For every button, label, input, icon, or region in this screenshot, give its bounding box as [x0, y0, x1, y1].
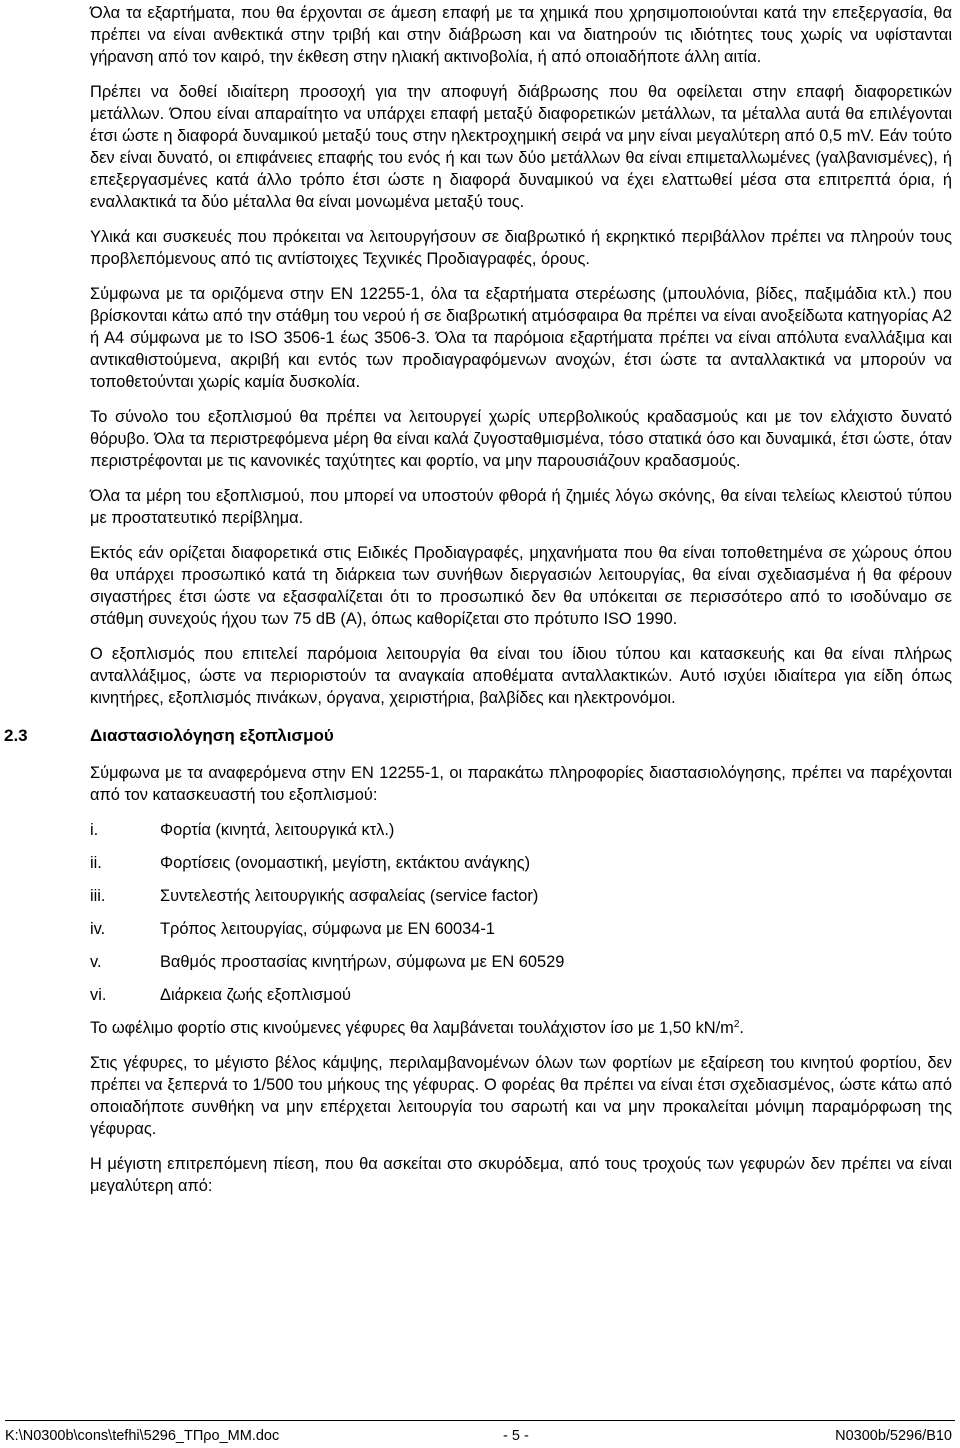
- section-title: Διαστασιολόγηση εξοπλισμού: [90, 726, 334, 745]
- paragraph-dissimilar-metals: Πρέπει να δοθεί ιδιαίτερη προσοχή για την αποφυγή διάβρωσης που θα οφείλεται στην επαφή διαφορετικών μετάλλων. Όπου είναι απαραίτητο να υπάρχει επαφή μεταξύ διαφορετικών μετάλλων, τα μέταλλα αυτά θα επιλέγονται έτσι ώστε η διαφορά δυναμικού μεταξύ τους στην ηλεκτροχημική σειρά να μην είναι μεγαλύτερη από 0,5 mV. Εάν τούτο δεν είναι δυνατό, οι επιφάνειες επαφής του ενός ή και των δύο μετάλλων θα είναι επιμεταλλωμένες (γαλβανισμένες), ή επεξεργασμένες κατά άλλο τρόπο έτσι ώστε η διαφορά δυναμικού να έχει ελαττωθεί μέσα στα επιτρεπτά όρια, ή εναλλακτικά τα δύο μέταλλα θα είναι μονωμένα μεταξύ τους.: [90, 83, 952, 211]
- list-marker: vi.: [90, 986, 107, 1004]
- document-body: [4, 2, 952, 1210]
- list-marker: iii.: [90, 887, 106, 905]
- list-item: [90, 984, 952, 1006]
- footer-file-path: K:\N0300b\cons\tefhi\5296_ΤΠρο_ΜΜ.doc: [5, 1428, 280, 1444]
- list-item-text: Τρόπος λειτουργίας, σύμφωνα με ΕΝ 60034-1: [160, 920, 495, 938]
- list-item-text: Φορτία (κινητά, λειτουργικά κτλ.): [160, 821, 395, 839]
- paragraph-vibration: Το σύνολο του εξοπλισμού θα πρέπει να λειτουργεί χωρίς υπερβολικούς κραδασμούς και με τον ελάχιστο δυνατό θόρυβο. Όλα τα περιστρεφόμενα μέρη θα είναι καλά ζυγοσταθμισμένα, τόσο στατικά όσο και δυναμικά, έτσι ώστε, όταν περιστρέφονται με τις κανονικές ταχύτητες και φορτίο, να μην παρουσιάζουν κραδασμούς.: [90, 408, 952, 470]
- footer-page-number: - 5 -: [503, 1428, 529, 1444]
- list-item-text: Βαθμός προστασίας κινητήρων, σύμφωνα με ΕΝ 60529: [160, 953, 565, 971]
- list-item-text: Συντελεστής λειτουργικής ασφαλείας (service factor): [160, 887, 539, 905]
- live-load-text: Το ωφέλιμο φορτίο στις κινούμενες γέφυρες θα λαμβάνεται τουλάχιστον ίσο με 1,50 kN/m: [90, 1019, 734, 1037]
- live-load-superscript: 2: [733, 1019, 740, 1030]
- live-load-period: .: [739, 1019, 744, 1037]
- list-item: [90, 885, 952, 907]
- paragraph-live-load: [90, 1017, 952, 1039]
- paragraph-interchangeability: Ο εξοπλισμός που επιτελεί παρόμοια λειτουργία θα είναι του ίδιου τύπου και κατασκευής και θα είναι πλήρως ανταλλάξιμος, ώστε να περιοριστούν τα αναγκαία αποθέματα ανταλλακτικών. Αυτό ισχύει ιδιαίτερα για είδη όπως κινητήρες, εξοπλισμός πινάκων, όργανα, χειριστήρια, βαλβίδες και ηλεκτρονόμοι.: [90, 645, 952, 707]
- page-footer: [5, 1420, 955, 1445]
- list-item: [90, 951, 952, 973]
- section-number: 2.3: [4, 726, 28, 745]
- list-item-text: Φορτίσεις (ονομαστική, μεγίστη, εκτάκτου ανάγκης): [160, 854, 531, 872]
- paragraph-corrosion-resistance: Όλα τα εξαρτήματα, που θα έρχονται σε άμεση επαφή με τα χημικά που χρησιμοποιούνται κατά την επεξεργασία, θα πρέπει να είναι ανθεκτικά στην τριβή και στην διάβρωση και να διατηρούν τις ιδιότητες τους χωρίς να υφίστανται γήρανση από τον καιρό, την έκθεση στην ηλιακή ακτινοβολία, ή από οποιαδήποτε άλλη αιτία.: [90, 4, 952, 66]
- list-marker: i.: [90, 821, 99, 839]
- section-intro: Σύμφωνα με τα αναφερόμενα στην ΕΝ 12255-1, οι παρακάτω πληροφορίες διαστασιολόγησης, πρέπει να παρέχονται από τον κατασκευαστή του εξοπλισμού:: [90, 764, 952, 804]
- list-marker: iv.: [90, 920, 106, 938]
- list-marker: ii.: [90, 854, 102, 872]
- paragraph-fasteners: Σύμφωνα με τα οριζόμενα στην ΕΝ 12255-1, όλα τα εξαρτήματα στερέωσης (μπουλόνια, βίδες, παξιμάδια κτλ.) που βρίσκονται κάτω από την στάθμη του νερού ή σε διαβρωτική ατμόσφαιρα θα πρέπει να είναι ανοξείδωτα κατηγορίας Α2 ή Α4 σύμφωνα με το ISO 3506-1 έως 3506-3. Όλα τα παρόμοια εξαρτήματα πρέπει να είναι απόλυτα εναλλάξιμα και αντικαθιστούμενα, ακριβή και εντός των προδιαγραφόμενων ανοχών, έτσι ώστε τα ανταλλακτικά να μπορούν να τοποθετούνται χωρίς καμία δυσκολία.: [90, 285, 952, 391]
- paragraph-deflection: Στις γέφυρες, το μέγιστο βέλος κάμψης, περιλαμβανομένων όλων των φορτίων με εξαίρεση του κινητού φορτίου, δεν πρέπει να ξεπερνά το 1/500 του μήκους της γέφυρας. Ο φορέας θα πρέπει να είναι έτσι σχεδιασμένος, ώστε κάτω από οποιαδήποτε συνθήκη να μην επέρχεται λειτουργία του σαρωτή και να μην προκαλείται μόνιμη παραμόρφωση της γέφυρας.: [90, 1054, 952, 1138]
- list-item: [90, 819, 952, 841]
- section-heading: [4, 725, 952, 747]
- list-item: [90, 918, 952, 940]
- paragraph-wheel-pressure: Η μέγιστη επιτρεπόμενη πίεση, που θα ασκείται στο σκυρόδεμα, από τους τροχούς των γεφυρών δεν πρέπει να είναι μεγαλύτερη από:: [90, 1155, 952, 1195]
- footer-document-code: N0300b/5296/B10: [835, 1428, 952, 1444]
- sizing-info-list: [90, 819, 952, 1006]
- paragraph-hazardous-environment: Υλικά και συσκευές που πρόκειται να λειτουργήσουν σε διαβρωτικό ή εκρηκτικό περιβάλλον πρέπει να πληρούν τους προβλεπόμενους από τις αντίστοιχες Τεχνικές Προδιαγραφές, όρους.: [90, 228, 952, 268]
- paragraph-noise: Εκτός εάν ορίζεται διαφορετικά στις Ειδικές Προδιαγραφές, μηχανήματα που θα είναι τοποθετημένα σε χώρους όπου θα υπάρχει προσωπικό κατά τη διάρκεια των συνήθων διεργασιών λειτουργίας, θα είναι σχεδιασμένα ή θα φέρουν σιγαστήρες έτσι ώστε να εξασφαλίζεται ότι το προσωπικό δεν θα υπόκειται σε περισσότερο από το ισοδύναμο σε στάθμη συνεχούς ήχου των 75 dB (A), όπως καθορίζεται στο πρότυπο ISO 1990.: [90, 544, 952, 628]
- list-item: [90, 852, 952, 874]
- paragraph-dust-protection: Όλα τα μέρη του εξοπλισμού, που μπορεί να υποστούν φθορά ή ζημιές λόγω σκόνης, θα είναι τελείως κλειστού τύπου με προστατευτικό περίβλημα.: [90, 487, 952, 527]
- list-item-text: Διάρκεια ζωής εξοπλισμού: [160, 986, 351, 1004]
- list-marker: v.: [90, 953, 102, 971]
